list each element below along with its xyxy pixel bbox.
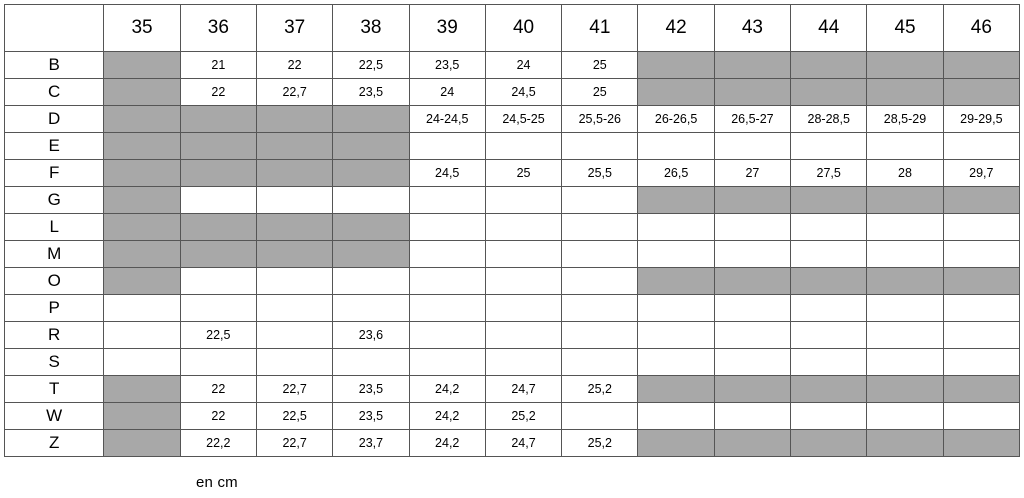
cell-measurement: 27 [714,160,790,187]
cell-measurement: 29,7 [943,160,1019,187]
cell-measurement [256,268,332,295]
cell-unavailable [791,430,867,457]
row-label-G: G [5,187,104,214]
cell-measurement [562,214,638,241]
cell-unavailable [714,79,790,106]
cell-unavailable [256,214,332,241]
row-label-M: M [5,241,104,268]
column-header-40: 40 [485,5,561,52]
cell-measurement [104,295,180,322]
cell-unavailable [791,376,867,403]
table-row [5,133,1020,160]
cell-measurement: 27,5 [791,160,867,187]
cell-measurement [638,133,714,160]
cell-measurement [714,214,790,241]
row-label-B: B [5,52,104,79]
table-body [5,52,1020,457]
cell-measurement [409,322,485,349]
table-row [5,403,1020,430]
table-row [5,214,1020,241]
cell-unavailable [943,79,1019,106]
cell-unavailable [714,187,790,214]
table-corner-cell [5,5,104,52]
cell-unavailable [867,79,943,106]
cell-unavailable [256,133,332,160]
cell-unavailable [638,187,714,214]
cell-measurement [943,214,1019,241]
table-row [5,295,1020,322]
row-label-O: O [5,268,104,295]
cell-measurement: 28-28,5 [791,106,867,133]
cell-unavailable [104,52,180,79]
column-header-38: 38 [333,5,409,52]
cell-unavailable [333,133,409,160]
cell-unavailable [638,52,714,79]
cell-measurement: 24,5 [485,79,561,106]
cell-unavailable [943,52,1019,79]
table-row [5,106,1020,133]
cell-unavailable [714,268,790,295]
cell-unavailable [867,52,943,79]
cell-measurement [562,241,638,268]
cell-unavailable [333,214,409,241]
cell-measurement: 24,7 [485,430,561,457]
cell-measurement [714,133,790,160]
cell-measurement: 22 [180,403,256,430]
cell-unavailable [104,214,180,241]
cell-measurement [867,241,943,268]
cell-measurement [333,268,409,295]
cell-measurement: 22,5 [333,52,409,79]
cell-measurement [791,214,867,241]
column-header-39: 39 [409,5,485,52]
cell-measurement: 24,5 [409,160,485,187]
cell-measurement: 23,6 [333,322,409,349]
row-label-R: R [5,322,104,349]
cell-measurement: 23,5 [333,79,409,106]
cell-measurement: 22,7 [256,430,332,457]
cell-measurement [180,268,256,295]
cell-unavailable [791,187,867,214]
cell-unavailable [333,160,409,187]
table-row [5,268,1020,295]
cell-measurement [409,214,485,241]
cell-measurement [791,241,867,268]
cell-measurement [867,322,943,349]
cell-measurement: 25,2 [562,430,638,457]
cell-unavailable [104,187,180,214]
row-label-T: T [5,376,104,403]
row-label-C: C [5,79,104,106]
column-header-46: 46 [943,5,1019,52]
cell-measurement: 28 [867,160,943,187]
cell-unavailable [104,133,180,160]
cell-measurement [256,187,332,214]
column-header-37: 37 [256,5,332,52]
cell-measurement [638,403,714,430]
cell-measurement [180,349,256,376]
cell-measurement [791,403,867,430]
cell-unavailable [638,268,714,295]
row-label-S: S [5,349,104,376]
table-row [5,241,1020,268]
cell-measurement: 21 [180,52,256,79]
cell-measurement [562,187,638,214]
cell-measurement [104,349,180,376]
cell-measurement: 26,5-27 [714,106,790,133]
cell-unavailable [104,79,180,106]
cell-measurement [409,187,485,214]
cell-measurement [867,403,943,430]
cell-measurement [638,295,714,322]
cell-measurement [180,295,256,322]
cell-measurement: 25,5 [562,160,638,187]
cell-unavailable [104,430,180,457]
cell-measurement [256,349,332,376]
cell-unavailable [638,430,714,457]
cell-measurement [333,295,409,322]
table-head [5,5,1020,52]
cell-measurement [943,349,1019,376]
cell-measurement [943,403,1019,430]
cell-unavailable [333,106,409,133]
cell-measurement [638,214,714,241]
cell-measurement [485,133,561,160]
table-row [5,376,1020,403]
cell-measurement [485,322,561,349]
cell-measurement: 22,5 [180,322,256,349]
cell-measurement [638,322,714,349]
cell-unavailable [943,268,1019,295]
cell-measurement: 28,5-29 [867,106,943,133]
cell-measurement [943,322,1019,349]
cell-measurement [104,322,180,349]
cell-measurement: 24 [485,52,561,79]
cell-measurement: 26-26,5 [638,106,714,133]
cell-measurement [791,295,867,322]
cell-measurement [638,349,714,376]
cell-unavailable [943,187,1019,214]
cell-measurement [256,295,332,322]
cell-measurement: 24-24,5 [409,106,485,133]
cell-measurement: 25,5-26 [562,106,638,133]
cell-measurement [562,349,638,376]
cell-measurement: 23,5 [409,52,485,79]
column-header-42: 42 [638,5,714,52]
cell-unavailable [867,268,943,295]
table-row [5,79,1020,106]
cell-unavailable [104,241,180,268]
cell-measurement: 29-29,5 [943,106,1019,133]
cell-unavailable [714,376,790,403]
cell-measurement [485,295,561,322]
cell-measurement [409,133,485,160]
table-row [5,349,1020,376]
cell-measurement [409,295,485,322]
cell-measurement [714,241,790,268]
cell-measurement: 24,2 [409,403,485,430]
cell-measurement: 22,7 [256,376,332,403]
cell-measurement [485,214,561,241]
cell-measurement [791,133,867,160]
column-header-35: 35 [104,5,180,52]
cell-unavailable [638,376,714,403]
cell-unavailable [943,376,1019,403]
table-header-row [5,5,1020,52]
cell-measurement [485,241,561,268]
column-header-43: 43 [714,5,790,52]
cell-measurement: 22,2 [180,430,256,457]
cell-measurement: 22,7 [256,79,332,106]
cell-measurement [867,349,943,376]
size-chart-sheet [0,4,1024,498]
cell-measurement: 24,2 [409,430,485,457]
cell-measurement: 22 [256,52,332,79]
cell-measurement [791,322,867,349]
row-label-E: E [5,133,104,160]
cell-unavailable [791,52,867,79]
cell-measurement [943,133,1019,160]
row-label-D: D [5,106,104,133]
cell-measurement: 24,5-25 [485,106,561,133]
cell-measurement [714,295,790,322]
table-row [5,322,1020,349]
cell-measurement: 25,2 [485,403,561,430]
cell-measurement: 22,5 [256,403,332,430]
cell-measurement [943,241,1019,268]
row-label-P: P [5,295,104,322]
cell-measurement [409,349,485,376]
cell-measurement [333,349,409,376]
cell-measurement [180,187,256,214]
cell-measurement: 24,2 [409,376,485,403]
cell-measurement [638,241,714,268]
column-header-44: 44 [791,5,867,52]
cell-unavailable [638,79,714,106]
cell-measurement [943,295,1019,322]
cell-measurement: 22 [180,79,256,106]
table-row [5,52,1020,79]
cell-unavailable [791,268,867,295]
cell-measurement [714,403,790,430]
cell-measurement: 26,5 [638,160,714,187]
cell-measurement: 23,5 [333,403,409,430]
cell-unavailable [714,52,790,79]
cell-measurement [867,214,943,241]
cell-unavailable [180,160,256,187]
cell-measurement: 25 [485,160,561,187]
cell-measurement: 22 [180,376,256,403]
cell-measurement [333,187,409,214]
cell-unavailable [333,241,409,268]
cell-measurement [562,322,638,349]
column-header-45: 45 [867,5,943,52]
cell-unavailable [256,160,332,187]
cell-measurement: 25,2 [562,376,638,403]
cell-unavailable [256,241,332,268]
unit-footnote: en cm [196,474,238,491]
column-header-41: 41 [562,5,638,52]
cell-measurement: 23,7 [333,430,409,457]
cell-unavailable [180,133,256,160]
cell-unavailable [256,106,332,133]
cell-measurement: 24 [409,79,485,106]
cell-measurement [485,187,561,214]
row-label-F: F [5,160,104,187]
cell-unavailable [180,214,256,241]
cell-measurement: 24,7 [485,376,561,403]
cell-unavailable [180,241,256,268]
cell-measurement [867,133,943,160]
shoe-size-table [4,4,1020,457]
cell-measurement [867,295,943,322]
cell-measurement: 25 [562,52,638,79]
cell-measurement [714,349,790,376]
cell-unavailable [867,430,943,457]
cell-unavailable [791,79,867,106]
cell-measurement [409,268,485,295]
cell-unavailable [104,160,180,187]
cell-measurement [485,349,561,376]
cell-measurement [791,349,867,376]
cell-unavailable [104,403,180,430]
table-row [5,430,1020,457]
cell-measurement [562,268,638,295]
cell-unavailable [867,187,943,214]
cell-measurement: 25 [562,79,638,106]
cell-measurement: 23,5 [333,376,409,403]
cell-measurement [562,133,638,160]
column-header-36: 36 [180,5,256,52]
cell-unavailable [180,106,256,133]
cell-measurement [562,403,638,430]
row-label-Z: Z [5,430,104,457]
row-label-L: L [5,214,104,241]
cell-measurement [714,322,790,349]
cell-unavailable [104,268,180,295]
cell-unavailable [943,430,1019,457]
table-row [5,160,1020,187]
cell-measurement [409,241,485,268]
cell-unavailable [104,106,180,133]
row-label-W: W [5,403,104,430]
cell-measurement [256,322,332,349]
cell-unavailable [104,376,180,403]
cell-measurement [485,268,561,295]
cell-measurement [562,295,638,322]
table-row [5,187,1020,214]
cell-unavailable [714,430,790,457]
cell-unavailable [867,376,943,403]
